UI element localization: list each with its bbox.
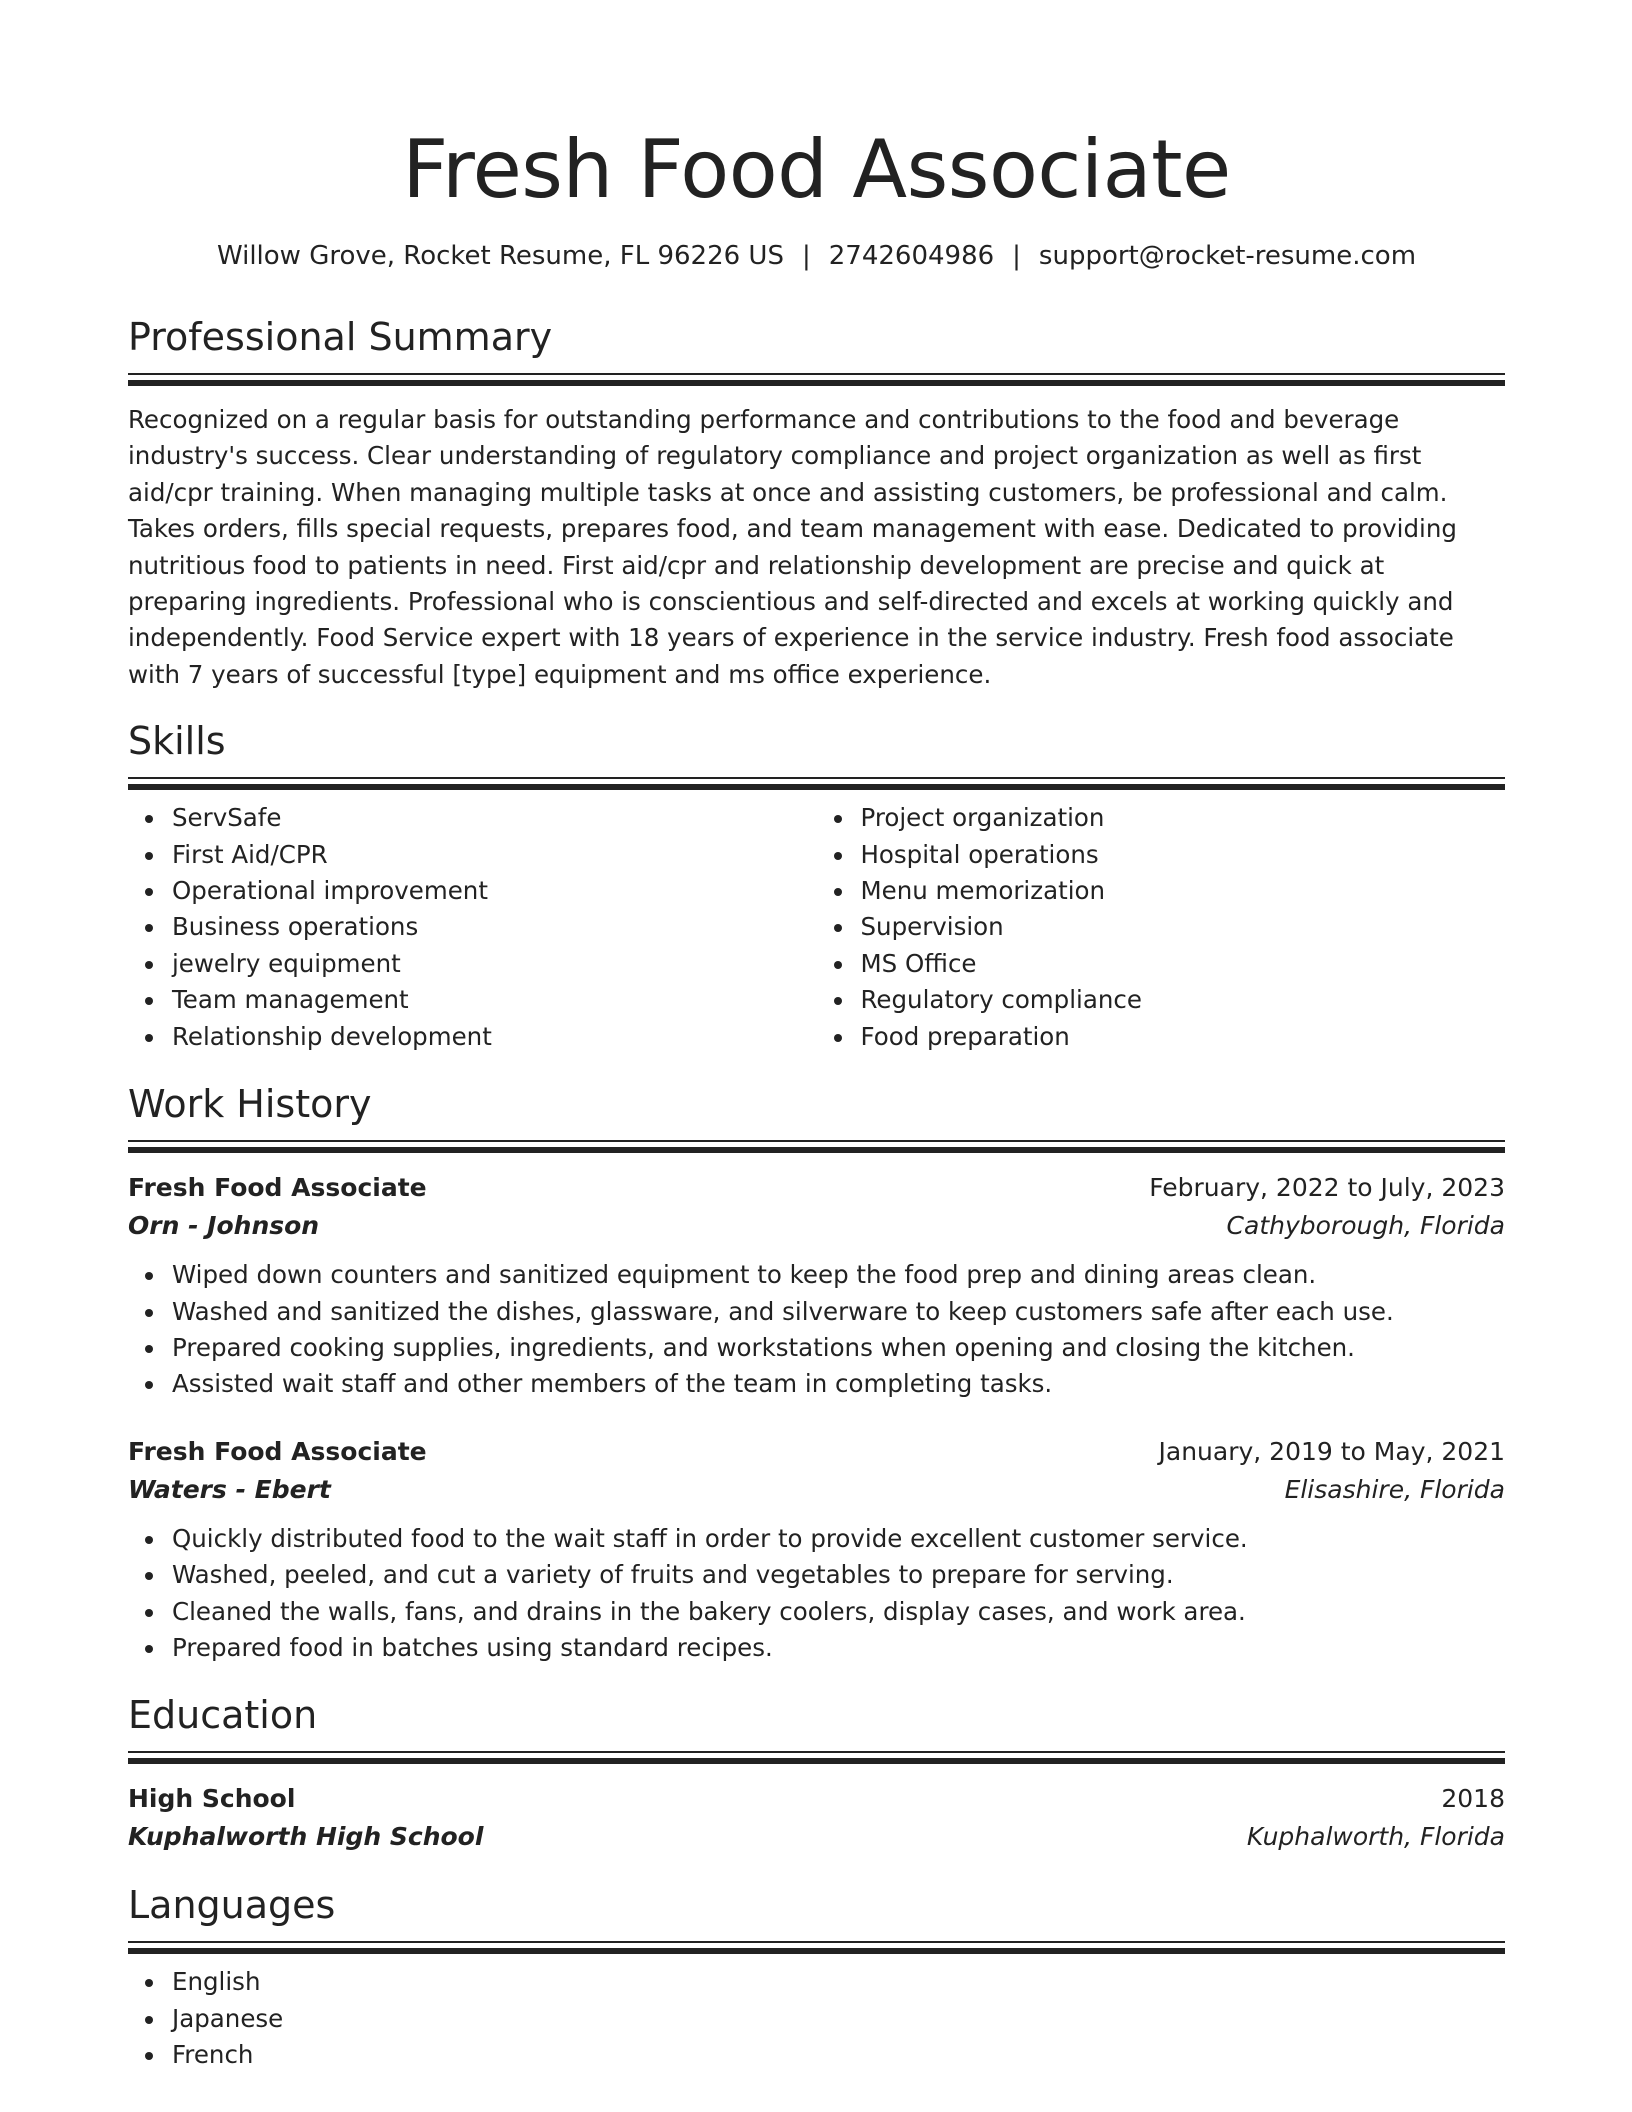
skills-list-left <box>128 800 817 1055</box>
summary-section <box>128 312 1505 693</box>
skill-item: Relationship development <box>172 1019 817 1055</box>
contact-separator: | <box>1012 241 1021 271</box>
section-title-summary: Professional Summary <box>128 315 553 359</box>
job-bullet: Cleaned the walls, fans, and drains in the bakery coolers, display cases, and work area. <box>172 1594 1505 1630</box>
job-company: Orn - Johnson <box>128 1211 320 1241</box>
job-bullet: Assisted wait staff and other members of the team in completing tasks. <box>172 1366 1505 1402</box>
skill-item: Team management <box>172 982 817 1018</box>
education-subheader <box>128 1818 1505 1856</box>
skill-item: Food preparation <box>861 1019 1506 1055</box>
section-title-work-history: Work History <box>128 1082 372 1127</box>
resume-name: Fresh Food Associate <box>402 123 1231 216</box>
education-entry <box>128 1780 1505 1856</box>
section-divider <box>128 777 1505 789</box>
job-dates: January, 2019 to May, 2021 <box>1158 1436 1505 1466</box>
job-header <box>128 1169 1505 1207</box>
job-location: Elisashire, Florida <box>1284 1474 1505 1504</box>
job-title: Fresh Food Associate <box>128 1173 427 1203</box>
section-title-languages: Languages <box>128 1883 336 1928</box>
skill-item: Regulatory compliance <box>861 982 1506 1018</box>
section-divider <box>128 1140 1505 1152</box>
languages-list <box>128 1964 1505 2073</box>
contact-address: Willow Grove, Rocket Resume, FL 96226 US <box>216 241 784 271</box>
section-divider <box>128 1941 1505 1953</box>
resume-page <box>128 0 1505 2074</box>
education-location: Kuphalworth, Florida <box>1246 1822 1505 1852</box>
skill-item: Business operations <box>172 909 817 945</box>
section-title-skills: Skills <box>128 719 226 764</box>
language-item: English <box>172 1964 1505 2000</box>
job-bullet: Quickly distributed food to the wait staff in order to provide excellent customer service. <box>172 1521 1505 1557</box>
job-bullet: Washed, peeled, and cut a variety of fruits and vegetables to prepare for serving. <box>172 1557 1505 1593</box>
job-bullet: Wiped down counters and sanitized equipment to keep the food prep and dining areas clean. <box>172 1257 1505 1293</box>
language-item: French <box>172 2037 1505 2073</box>
work-history-section <box>128 1079 1505 1666</box>
education-school: Kuphalworth High School <box>128 1822 484 1852</box>
job-title: Fresh Food Associate <box>128 1436 427 1466</box>
skill-item: ServSafe <box>172 800 817 836</box>
education-year: 2018 <box>1441 1784 1505 1814</box>
skill-item: Menu memorization <box>861 873 1506 909</box>
job-dates: February, 2022 to July, 2023 <box>1149 1173 1505 1203</box>
contact-phone: 2742604986 <box>828 241 995 271</box>
job-bullets <box>128 1521 1505 1667</box>
section-divider <box>128 373 1505 385</box>
contact-line <box>128 238 1505 274</box>
job-header <box>128 1433 1505 1471</box>
skill-item: Hospital operations <box>861 837 1506 873</box>
skill-item: Supervision <box>861 909 1506 945</box>
job-location: Cathyborough, Florida <box>1226 1211 1505 1241</box>
skill-item: Project organization <box>861 800 1506 836</box>
skill-item: jewelry equipment <box>172 946 817 982</box>
skills-list-right <box>817 800 1506 1055</box>
job-bullet: Prepared cooking supplies, ingredients, and workstations when opening and closing the kitchen. <box>172 1330 1505 1366</box>
skills-section <box>128 716 1505 1055</box>
section-divider <box>128 1751 1505 1763</box>
section-title-education: Education <box>128 1693 318 1738</box>
job-subheader <box>128 1207 1505 1245</box>
summary-text: Recognized on a regular basis for outstanding performance and contributions to the food and beverage industry's success. Clear understanding of regulatory compliance and project organization as well as first aid/cpr training. When managing multiple tasks at once and assisting customers, be professional and calm. Takes orders, fills special requests, prepares food, and team management with ease. Dedicated to providing nutritious food to patients in need. First aid/cpr and relationship development are precise and quick at preparing ingredients. Professional who is conscientious and self-directed and excels at working quickly and independently. Food Service expert with 18 years of experience in the service industry. Fresh food associate with 7 years of successful [type] equipment and ms office experience. <box>128 405 1457 689</box>
job-entry <box>128 1169 1505 1403</box>
skills-grid <box>128 800 1505 1055</box>
job-bullet: Prepared food in batches using standard recipes. <box>172 1630 1505 1666</box>
language-item: Japanese <box>172 2001 1505 2037</box>
job-bullets <box>128 1257 1505 1403</box>
skill-item: First Aid/CPR <box>172 837 817 873</box>
job-bullet: Washed and sanitized the dishes, glassware, and silverware to keep customers safe after each use. <box>172 1294 1505 1330</box>
contact-separator: | <box>801 241 811 271</box>
education-header <box>128 1780 1505 1818</box>
skill-item: Operational improvement <box>172 873 817 909</box>
job-company: Waters - Ebert <box>128 1474 331 1504</box>
education-section <box>128 1690 1505 1856</box>
languages-section <box>128 1880 1505 2073</box>
education-degree: High School <box>128 1784 296 1814</box>
contact-email: support@rocket-resume.com <box>1038 241 1417 271</box>
skill-item: MS Office <box>861 946 1506 982</box>
job-subheader <box>128 1471 1505 1509</box>
job-entry <box>128 1433 1505 1667</box>
